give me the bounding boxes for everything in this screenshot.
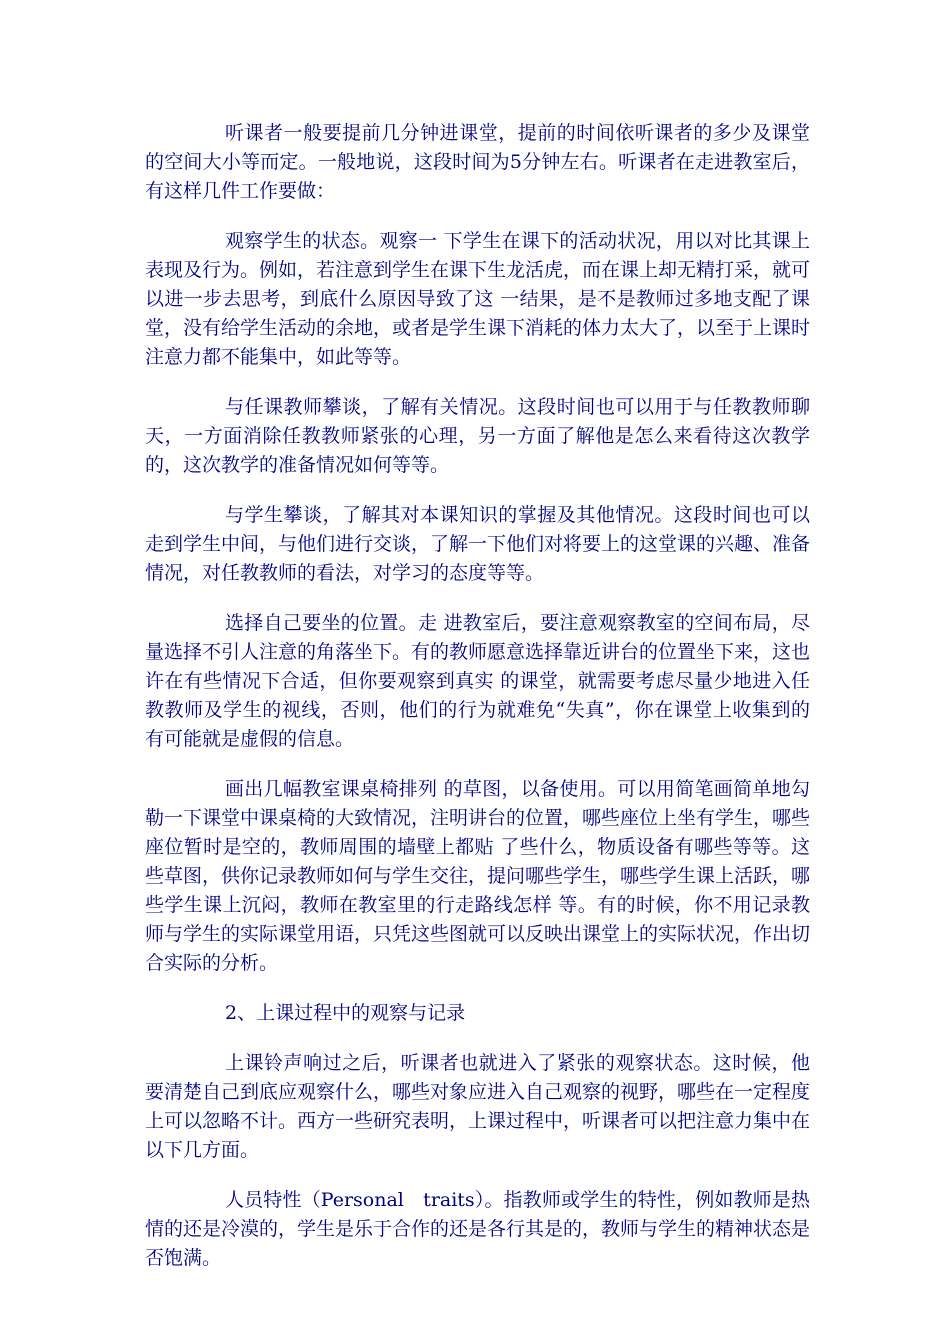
paragraph-personal-traits: 人员特性（Personal traits）。指教师或学生的特性，例如教师是热情的还是冷漠的，学生是乐于合作的还是各行其是的，教师与学生的精神状态是否饱满。	[145, 1189, 811, 1269]
paragraph-talk-teacher: 与任课教师攀谈，了解有关情况。这段时间也可以用于与任教教师聊天，一方面消除任教教师紧张的心理，另一方面了解他是怎么来看待这次教学的，这次教学的准备情况如何等等。	[145, 396, 810, 476]
paragraph-draw-sketch: 画出几幅教室课桌椅排列 的草图，以备使用。可以用简笔画简单地勾勒一下课堂中课桌椅的大致情况，注明讲台的位置，哪些座位上坐有学生，哪些座位暂时是空的，教师周围的墙壁上都贴 了些什么，物质设备有哪些等等。这些草图，供你记录教师如何与学生交往，提问哪些学生，哪些学生课上活跃，哪些学生课上沉闷，教师在教室里的行走路线怎样 等。有的时候，你不用记录教师与学生的实际课堂用语，只凭这些图就可以反映出课堂上的实际状况，作出切合实际的分析。	[145, 778, 811, 974]
document-body	[145, 119, 810, 1294]
paragraph-choose-seat: 选择自己要坐的位置。走 进教室后，要注意观察教室的空间布局，尽量选择不引人注意的角落坐下。有的教师愿意选择靠近讲台的位置坐下来，这也许在有些情况下合适，但你要观察到真实 的课堂，就需要考虑尽量少地进入任教教师及学生的视线，否则，他们的行为就难免“失真”，你在课堂上收集到的有可能就是虚假的信息。	[145, 612, 811, 750]
paragraph-intro: 听课者一般要提前几分钟进课堂，提前的时间依听课者的多少及课堂的空间大小等而定。一般地说，这段时间为5分钟左右。听课者在走进教室后，有这样几件工作要做：	[145, 122, 810, 202]
section-heading: 2、上课过程中的观察与记录	[225, 1002, 466, 1024]
paragraph-class-observation: 上课铃声响过之后，听课者也就进入了紧张的观察状态。这时候，他要清楚自己到底应观察什么，哪些对象应进入自己观察的视野，哪些在一定程度上可以忽略不计。西方一些研究表明，上课过程中，听课者可以把注意力集中在以下几方面。	[145, 1052, 811, 1161]
paragraph-talk-students: 与学生攀谈，了解其对本课知识的掌握及其他情况。这段时间也可以走到学生中间，与他们进行交谈，了解一下他们对将要上的这堂课的兴趣、准备情况，对任教教师的看法，对学习的态度等等。	[145, 504, 811, 584]
paragraph-observe-students: 观察学生的状态。观察一 下学生在课下的活动状况，用以对比其课上表现及行为。例如，若注意到学生在课下生龙活虎，而在课上却无精打采，就可以进一步去思考，到底什么原因导致了这 一结果，是不是教师过多地支配了课堂，没有给学生活动的余地，或者是学生课下消耗的体力太大了，以至于上课时注意力都不能集中，如此等等。	[145, 230, 811, 368]
